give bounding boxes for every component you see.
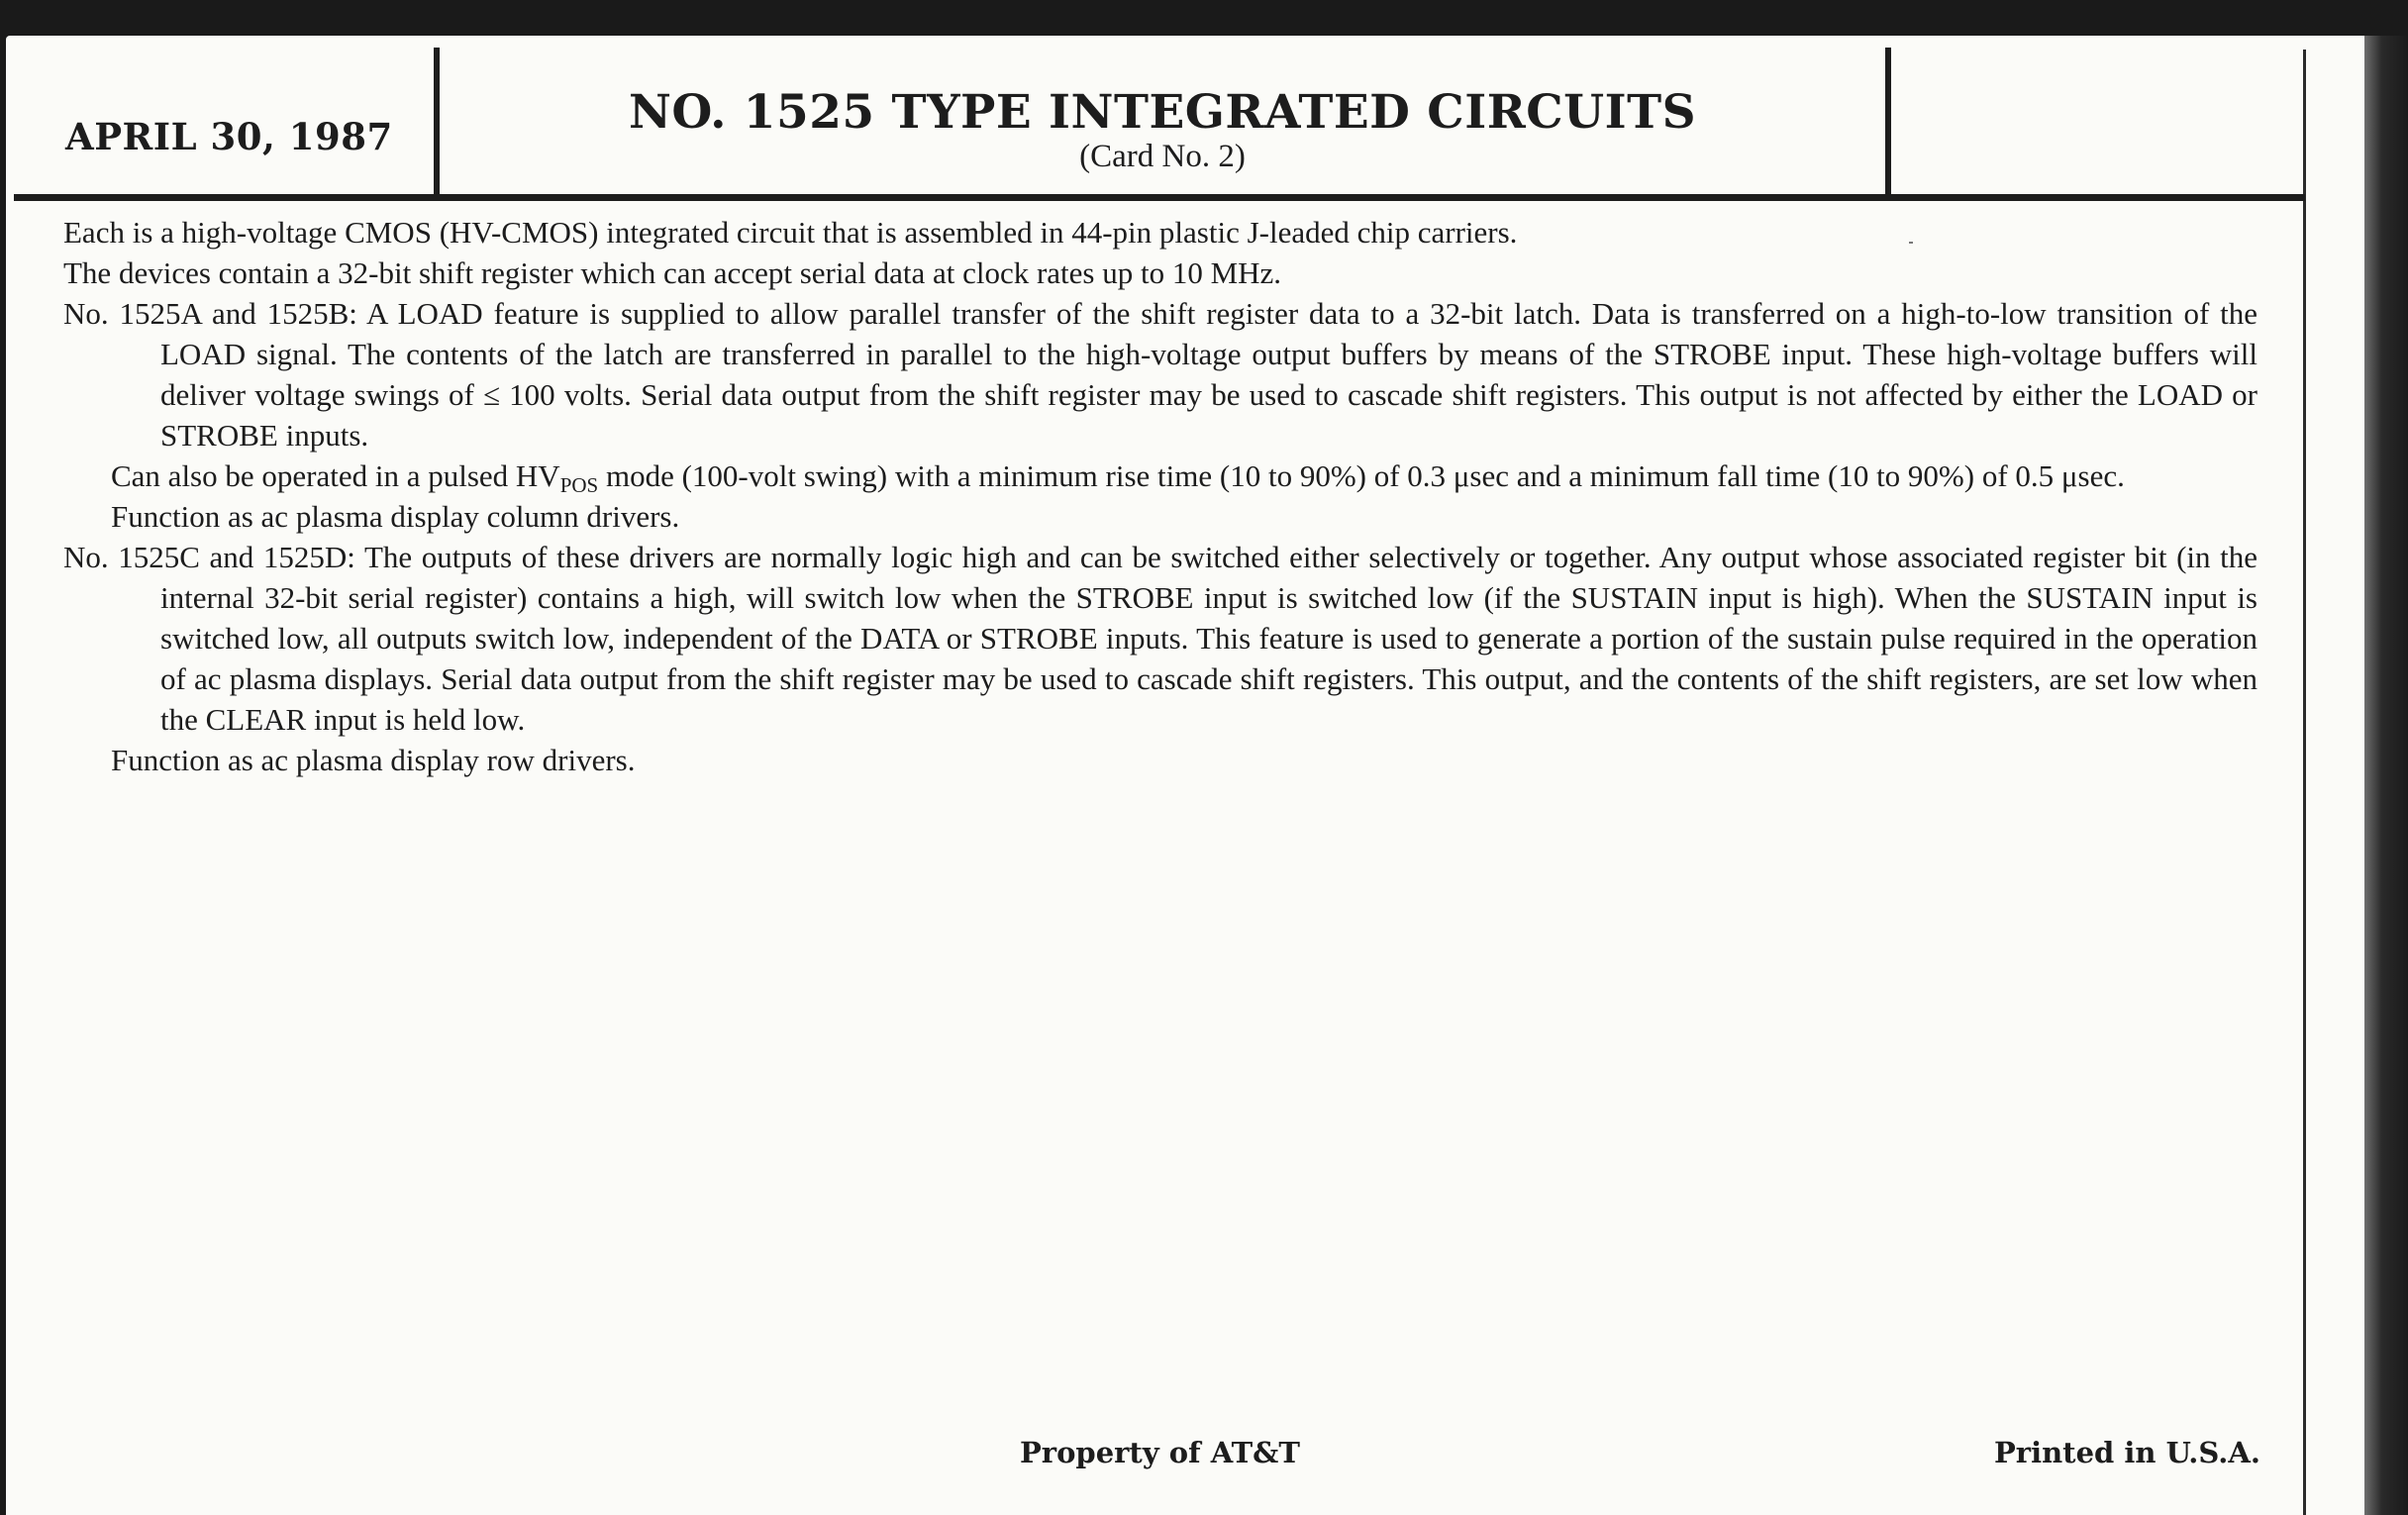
header-divider-right [1885, 48, 1891, 198]
paragraph-pulsed-mode [63, 455, 2258, 496]
card-subtitle: (Card No. 2) [1079, 139, 1246, 174]
pulsed-mode-text-cont: mode (100-volt swing) with a minimum rise time (10 to 90%) of 0.3 μsec and a minimum fall time (10 to 90%) of 0.5 μsec. [598, 458, 2125, 493]
hv-pos-subscript: POS [559, 473, 599, 497]
card-header [14, 48, 2305, 196]
card-edge-line [2303, 50, 2306, 1515]
footer-printed: Printed in U.S.A. [1994, 1436, 2260, 1469]
card-date: APRIL 30, 1987 [65, 115, 393, 158]
header-rule [14, 194, 2305, 201]
paragraph-1525a-1525b: No. 1525A and 1525B: A LOAD feature is supplied to allow parallel transfer of the shift register data to a 32-bit latch. Data is transferred on a high-to-low transition of the LOAD signal. The contents of the latch are transferred in parallel to the high-voltage output buffers by means of the STROBE input. These high-voltage buffers will deliver voltage swings of ≤ 100 volts. Serial data output from the shift register may be used to cascade shift registers. This output is not affected by either the LOAD or STROBE inputs. [63, 296, 2258, 453]
card-right-edge [2364, 36, 2408, 1515]
paragraph-row-drivers: Function as ac plasma display row drivers. [111, 743, 636, 777]
paragraph-1525c-1525d: No. 1525C and 1525D: The outputs of these drivers are normally logic high and can be switched either selectively or together. Any output whose associated register bit (in the internal 32-bit serial register) contains a high, will switch low when the STROBE input is switched low (if the SUSTAIN input is high). When the SUSTAIN input is switched low, all outputs switch low, independent of the DATA or STROBE inputs. This feature is used to generate a portion of the sustain pulse required in the operation of ac plasma displays. Serial data output from the shift register may be used to cascade shift registers. This output, and the contents of the shift registers, are set low when the CLEAR input is held low. [63, 540, 2258, 737]
footer-property: Property of AT&T [1020, 1436, 1300, 1469]
paragraph-shift-register: The devices contain a 32-bit shift register which can accept serial data at clock rates up to 10 MHz. [63, 255, 1282, 290]
card-title: NO. 1525 TYPE INTEGRATED CIRCUITS [628, 85, 1697, 140]
card-body [63, 212, 2258, 780]
paragraph-column-drivers: Function as ac plasma display column drivers. [111, 499, 680, 534]
pulsed-mode-text: Can also be operated in a pulsed HV [111, 458, 560, 493]
paragraph-construction: Each is a high-voltage CMOS (HV-CMOS) integrated circuit that is assembled in 44-pin plastic J-leaded chip carriers. [63, 215, 1518, 250]
